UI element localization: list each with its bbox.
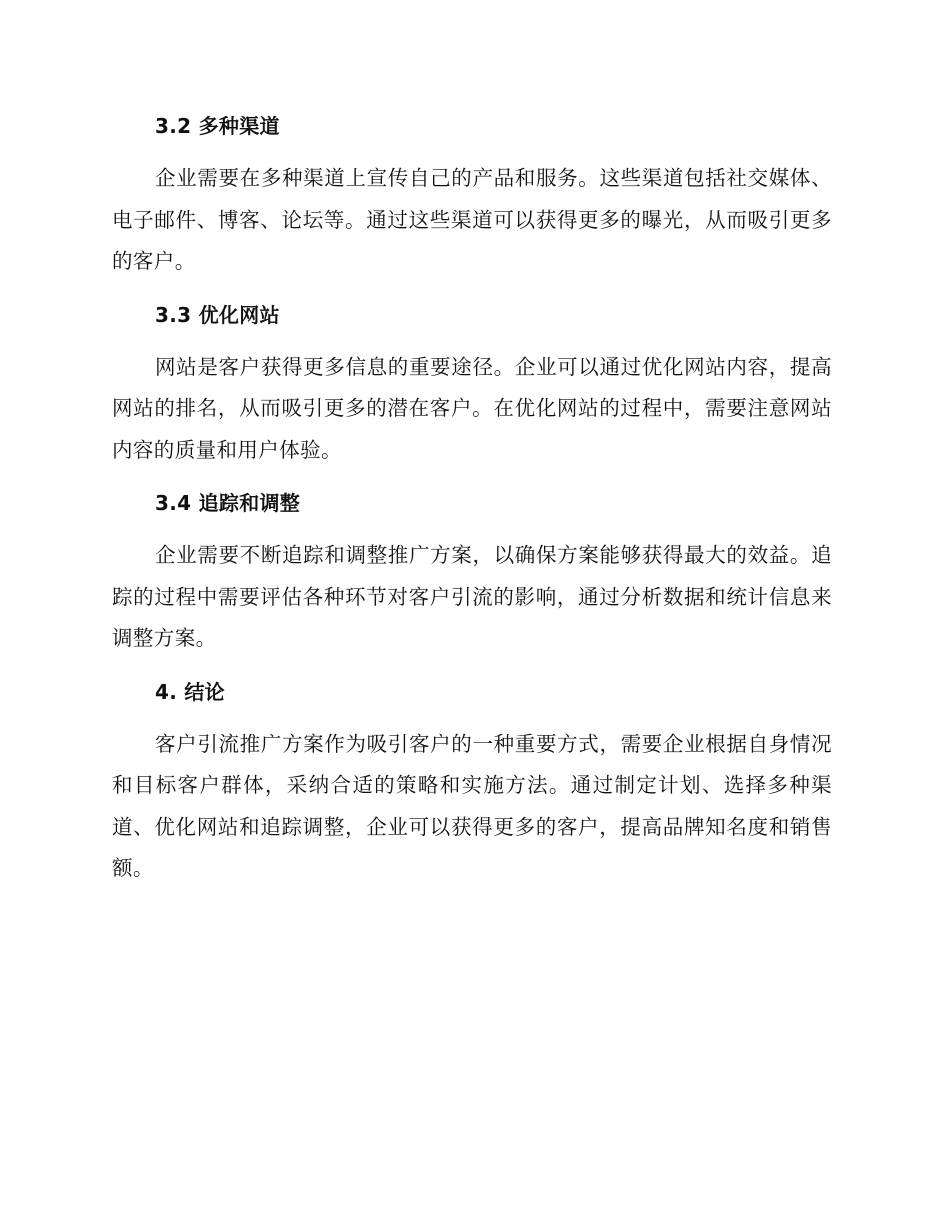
document-body <box>112 108 832 890</box>
section-heading: 4. 结论 <box>155 679 225 704</box>
section-paragraph: 企业需要不断追踪和调整推广方案，以确保方案能够获得最大的效益。追踪的过程中需要评估各种环节对客户引流的影响，通过分析数据和统计信息来调整方案。 <box>112 543 832 650</box>
section-heading: 3.3 优化网站 <box>155 302 280 327</box>
section-heading: 3.2 多种渠道 <box>155 114 280 138</box>
section-heading: 3.4 追踪和调整 <box>155 491 301 515</box>
section-conclusion <box>112 674 832 890</box>
section-paragraph: 网站是客户获得更多信息的重要途径。企业可以通过优化网站内容，提高网站的排名，从而吸引更多的潜在客户。在优化网站的过程中，需要注意网站内容的质量和用户体验。 <box>112 354 832 462</box>
section-paragraph: 客户引流推广方案作为吸引客户的一种重要方式，需要企业根据自身情况和目标客户群体，采纳合适的策略和实施方法。通过制定计划、选择多种渠道、优化网站和追踪调整，企业可以获得更多的客户，提高品牌知名度和销售额。 <box>112 731 832 880</box>
section-multiple-channels <box>112 108 832 283</box>
section-optimize-website <box>112 297 832 472</box>
section-paragraph: 企业需要在多种渠道上宣传自己的产品和服务。这些渠道包括社交媒体、电子邮件、博客、论坛等。通过这些渠道可以获得更多的曝光，从而吸引更多的客户。 <box>112 166 832 273</box>
section-track-and-adjust <box>112 485 832 660</box>
